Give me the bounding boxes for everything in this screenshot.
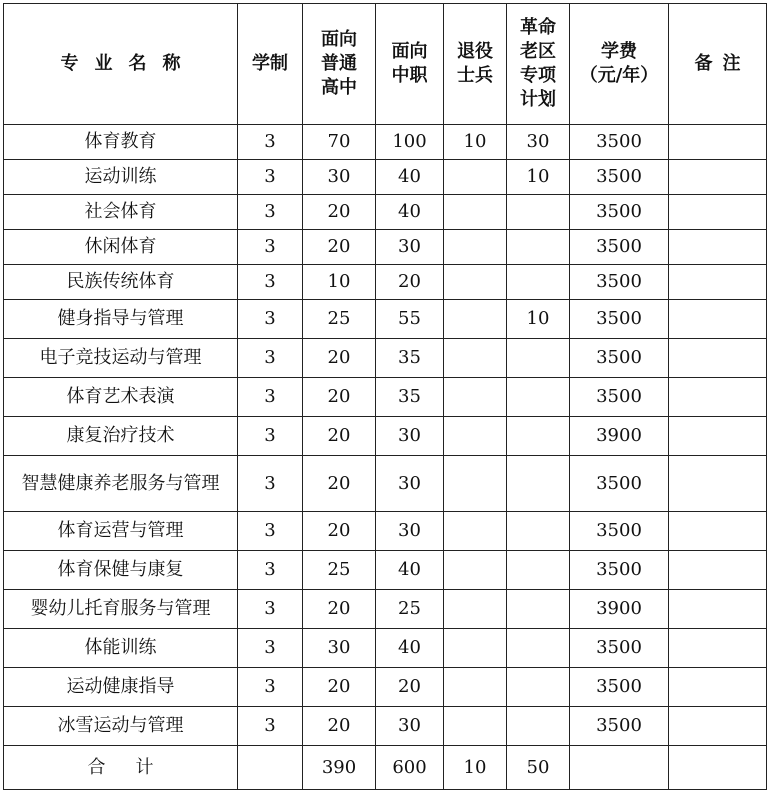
cell-remark — [669, 265, 767, 300]
cell-years: 3 — [238, 230, 303, 265]
cell-revolution — [507, 378, 570, 417]
cell-general: 20 — [303, 195, 376, 230]
cell-tuition: 3500 — [570, 339, 669, 378]
cell-veterans — [444, 300, 507, 339]
cell-vocational: 30 — [376, 417, 444, 456]
cell-vocational: 30 — [376, 707, 444, 746]
cell-veterans: 10 — [444, 125, 507, 160]
cell-veterans — [444, 160, 507, 195]
total-tuition — [570, 746, 669, 790]
cell-general: 30 — [303, 160, 376, 195]
total-veterans: 10 — [444, 746, 507, 790]
total-remark — [669, 746, 767, 790]
cell-revolution — [507, 590, 570, 629]
cell-tuition: 3500 — [570, 230, 669, 265]
cell-tuition: 3900 — [570, 590, 669, 629]
cell-tuition: 3500 — [570, 195, 669, 230]
cell-major-name: 运动训练 — [4, 160, 238, 195]
cell-years: 3 — [238, 512, 303, 551]
cell-remark — [669, 456, 767, 512]
cell-remark — [669, 551, 767, 590]
table-row — [4, 551, 767, 590]
cell-major-name: 婴幼儿托育服务与管理 — [4, 590, 238, 629]
cell-general: 20 — [303, 456, 376, 512]
cell-revolution: 10 — [507, 300, 570, 339]
cell-major-name: 康复治疗技术 — [4, 417, 238, 456]
cell-revolution — [507, 512, 570, 551]
cell-remark — [669, 512, 767, 551]
cell-years: 3 — [238, 160, 303, 195]
enrollment-plan-table — [3, 3, 767, 790]
cell-tuition: 3900 — [570, 417, 669, 456]
cell-tuition: 3500 — [570, 378, 669, 417]
cell-veterans — [444, 551, 507, 590]
cell-revolution — [507, 417, 570, 456]
cell-veterans — [444, 456, 507, 512]
cell-tuition: 3500 — [570, 456, 669, 512]
cell-veterans — [444, 230, 507, 265]
cell-vocational: 40 — [376, 160, 444, 195]
header-vocational: 面向 中职 — [376, 4, 444, 125]
total-years — [238, 746, 303, 790]
cell-veterans — [444, 265, 507, 300]
cell-major-name: 社会体育 — [4, 195, 238, 230]
cell-general: 20 — [303, 590, 376, 629]
header-tuition: 学费 （元/年） — [570, 4, 669, 125]
cell-years: 3 — [238, 707, 303, 746]
cell-revolution — [507, 629, 570, 668]
cell-vocational: 35 — [376, 378, 444, 417]
cell-vocational: 20 — [376, 668, 444, 707]
cell-general: 20 — [303, 417, 376, 456]
header-years: 学制 — [238, 4, 303, 125]
cell-vocational: 35 — [376, 339, 444, 378]
cell-major-name: 智慧健康养老服务与管理 — [4, 456, 238, 512]
cell-veterans — [444, 707, 507, 746]
total-general: 390 — [303, 746, 376, 790]
table-row — [4, 230, 767, 265]
cell-veterans — [444, 590, 507, 629]
cell-revolution — [507, 456, 570, 512]
cell-vocational: 30 — [376, 456, 444, 512]
cell-veterans — [444, 668, 507, 707]
cell-revolution — [507, 707, 570, 746]
cell-years: 3 — [238, 339, 303, 378]
cell-vocational: 30 — [376, 230, 444, 265]
table-row — [4, 125, 767, 160]
cell-tuition: 3500 — [570, 300, 669, 339]
cell-revolution — [507, 551, 570, 590]
total-label: 合计 — [4, 746, 238, 790]
cell-veterans — [444, 417, 507, 456]
cell-revolution — [507, 265, 570, 300]
cell-revolution — [507, 230, 570, 265]
cell-major-name: 体育保健与康复 — [4, 551, 238, 590]
cell-years: 3 — [238, 417, 303, 456]
cell-major-name: 健身指导与管理 — [4, 300, 238, 339]
cell-revolution — [507, 339, 570, 378]
cell-major-name: 体育运营与管理 — [4, 512, 238, 551]
cell-general: 25 — [303, 551, 376, 590]
cell-years: 3 — [238, 668, 303, 707]
cell-years: 3 — [238, 265, 303, 300]
header-revolution-area-plan: 革命 老区 专项 计划 — [507, 4, 570, 125]
cell-general: 20 — [303, 512, 376, 551]
cell-general: 20 — [303, 378, 376, 417]
cell-major-name: 民族传统体育 — [4, 265, 238, 300]
cell-years: 3 — [238, 590, 303, 629]
cell-general: 30 — [303, 629, 376, 668]
cell-remark — [669, 195, 767, 230]
cell-tuition: 3500 — [570, 160, 669, 195]
header-general-high-school: 面向 普通 高中 — [303, 4, 376, 125]
table-row — [4, 668, 767, 707]
cell-remark — [669, 629, 767, 668]
cell-years: 3 — [238, 629, 303, 668]
cell-veterans — [444, 512, 507, 551]
header-veterans: 退役 士兵 — [444, 4, 507, 125]
cell-tuition: 3500 — [570, 512, 669, 551]
cell-revolution — [507, 668, 570, 707]
cell-tuition: 3500 — [570, 125, 669, 160]
cell-general: 70 — [303, 125, 376, 160]
table-row — [4, 339, 767, 378]
cell-tuition: 3500 — [570, 551, 669, 590]
table-row — [4, 265, 767, 300]
cell-years: 3 — [238, 551, 303, 590]
cell-remark — [669, 125, 767, 160]
table-row — [4, 629, 767, 668]
table-row — [4, 195, 767, 230]
header-row — [4, 4, 767, 125]
cell-general: 10 — [303, 265, 376, 300]
table-row — [4, 456, 767, 512]
cell-remark — [669, 417, 767, 456]
cell-major-name: 运动健康指导 — [4, 668, 238, 707]
cell-vocational: 30 — [376, 512, 444, 551]
cell-remark — [669, 668, 767, 707]
table-row — [4, 590, 767, 629]
cell-vocational: 55 — [376, 300, 444, 339]
cell-general: 25 — [303, 300, 376, 339]
cell-veterans — [444, 629, 507, 668]
cell-years: 3 — [238, 195, 303, 230]
total-row — [4, 746, 767, 790]
cell-remark — [669, 230, 767, 265]
cell-major-name: 体育教育 — [4, 125, 238, 160]
cell-general: 20 — [303, 668, 376, 707]
cell-tuition: 3500 — [570, 668, 669, 707]
cell-revolution: 30 — [507, 125, 570, 160]
cell-general: 20 — [303, 707, 376, 746]
table-row — [4, 300, 767, 339]
cell-revolution: 10 — [507, 160, 570, 195]
table-row — [4, 707, 767, 746]
cell-major-name: 电子竞技运动与管理 — [4, 339, 238, 378]
cell-remark — [669, 339, 767, 378]
total-vocational: 600 — [376, 746, 444, 790]
cell-remark — [669, 707, 767, 746]
cell-major-name: 冰雪运动与管理 — [4, 707, 238, 746]
cell-tuition: 3500 — [570, 707, 669, 746]
cell-years: 3 — [238, 456, 303, 512]
cell-general: 20 — [303, 230, 376, 265]
cell-remark — [669, 160, 767, 195]
cell-vocational: 20 — [376, 265, 444, 300]
cell-vocational: 25 — [376, 590, 444, 629]
table-row — [4, 378, 767, 417]
cell-vocational: 40 — [376, 195, 444, 230]
table-row — [4, 417, 767, 456]
cell-years: 3 — [238, 125, 303, 160]
cell-vocational: 100 — [376, 125, 444, 160]
cell-tuition: 3500 — [570, 265, 669, 300]
cell-veterans — [444, 378, 507, 417]
cell-tuition: 3500 — [570, 629, 669, 668]
cell-general: 20 — [303, 339, 376, 378]
cell-vocational: 40 — [376, 551, 444, 590]
cell-major-name: 体育艺术表演 — [4, 378, 238, 417]
cell-veterans — [444, 195, 507, 230]
total-revolution: 50 — [507, 746, 570, 790]
cell-major-name: 体能训练 — [4, 629, 238, 668]
cell-veterans — [444, 339, 507, 378]
header-remark: 备注 — [669, 4, 767, 125]
cell-major-name: 休闲体育 — [4, 230, 238, 265]
table-row — [4, 160, 767, 195]
cell-remark — [669, 590, 767, 629]
cell-years: 3 — [238, 300, 303, 339]
table-row — [4, 512, 767, 551]
cell-years: 3 — [238, 378, 303, 417]
cell-vocational: 40 — [376, 629, 444, 668]
cell-remark — [669, 378, 767, 417]
cell-remark — [669, 300, 767, 339]
cell-revolution — [507, 195, 570, 230]
header-major-name: 专业名称 — [4, 4, 238, 125]
